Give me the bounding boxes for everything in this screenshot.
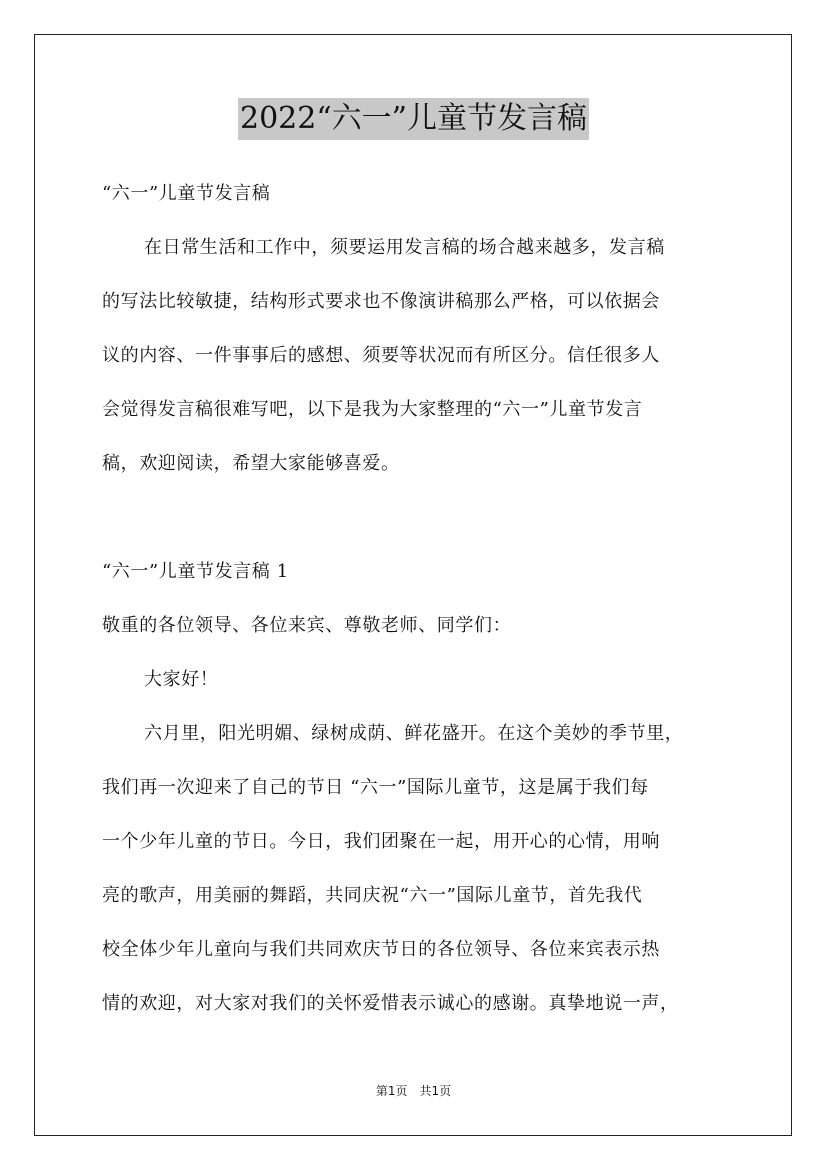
paragraph-line: 一个少年儿童的节日。今日，我们团聚在一起，用开心的心情，用响 xyxy=(102,831,660,852)
title-container xyxy=(0,98,827,140)
paragraph-line: 六月里，阳光明媚、绿树成荫、鲜花盛开。在这个美妙的季节里， xyxy=(144,723,684,744)
paragraph-line: 校全体少年儿童向与我们共同欢庆节日的各位领导、各位来宾表示热 xyxy=(102,939,660,960)
page-footer: 第1页 共1页 xyxy=(375,1084,452,1098)
document-title: 2022“六一”儿童节发言稿 xyxy=(238,98,589,140)
salutation-line: 敬重的各位领导、各位来宾、尊敬老师、同学们： xyxy=(102,615,512,636)
paragraph-line: 议的内容、一件事事后的感想、须要等状况而有所区分。信任很多人 xyxy=(102,345,660,366)
section-heading: “六一”儿童节发言稿 1 xyxy=(102,561,289,582)
paragraph-line: 的写法比较敏捷，结构形式要求也不像演讲稿那么严格，可以依据会 xyxy=(102,291,660,312)
paragraph-line: 会觉得发言稿很难写吧，以下是我为大家整理的“六一”儿童节发言 xyxy=(102,399,643,420)
paragraph-line: 情的欢迎，对大家对我们的关怀爱惜表示诚心的感谢。真挚地说一声， xyxy=(102,993,679,1014)
paragraph-line: 在日常生活和工作中，须要运用发言稿的场合越来越多，发言稿 xyxy=(144,237,665,258)
paragraph-line: 亮的歌声，用美丽的舞蹈，共同庆祝“六一”国际儿童节，首先我代 xyxy=(102,885,643,906)
subtitle-line: “六一”儿童节发言稿 xyxy=(102,183,271,204)
greeting-line: 大家好！ xyxy=(144,669,219,690)
paragraph-line: 我们再一次迎来了自己的节日 “六一”国际儿童节，这是属于我们每 xyxy=(102,777,649,798)
paragraph-line: 稿，欢迎阅读，希望大家能够喜爱。 xyxy=(102,453,400,474)
